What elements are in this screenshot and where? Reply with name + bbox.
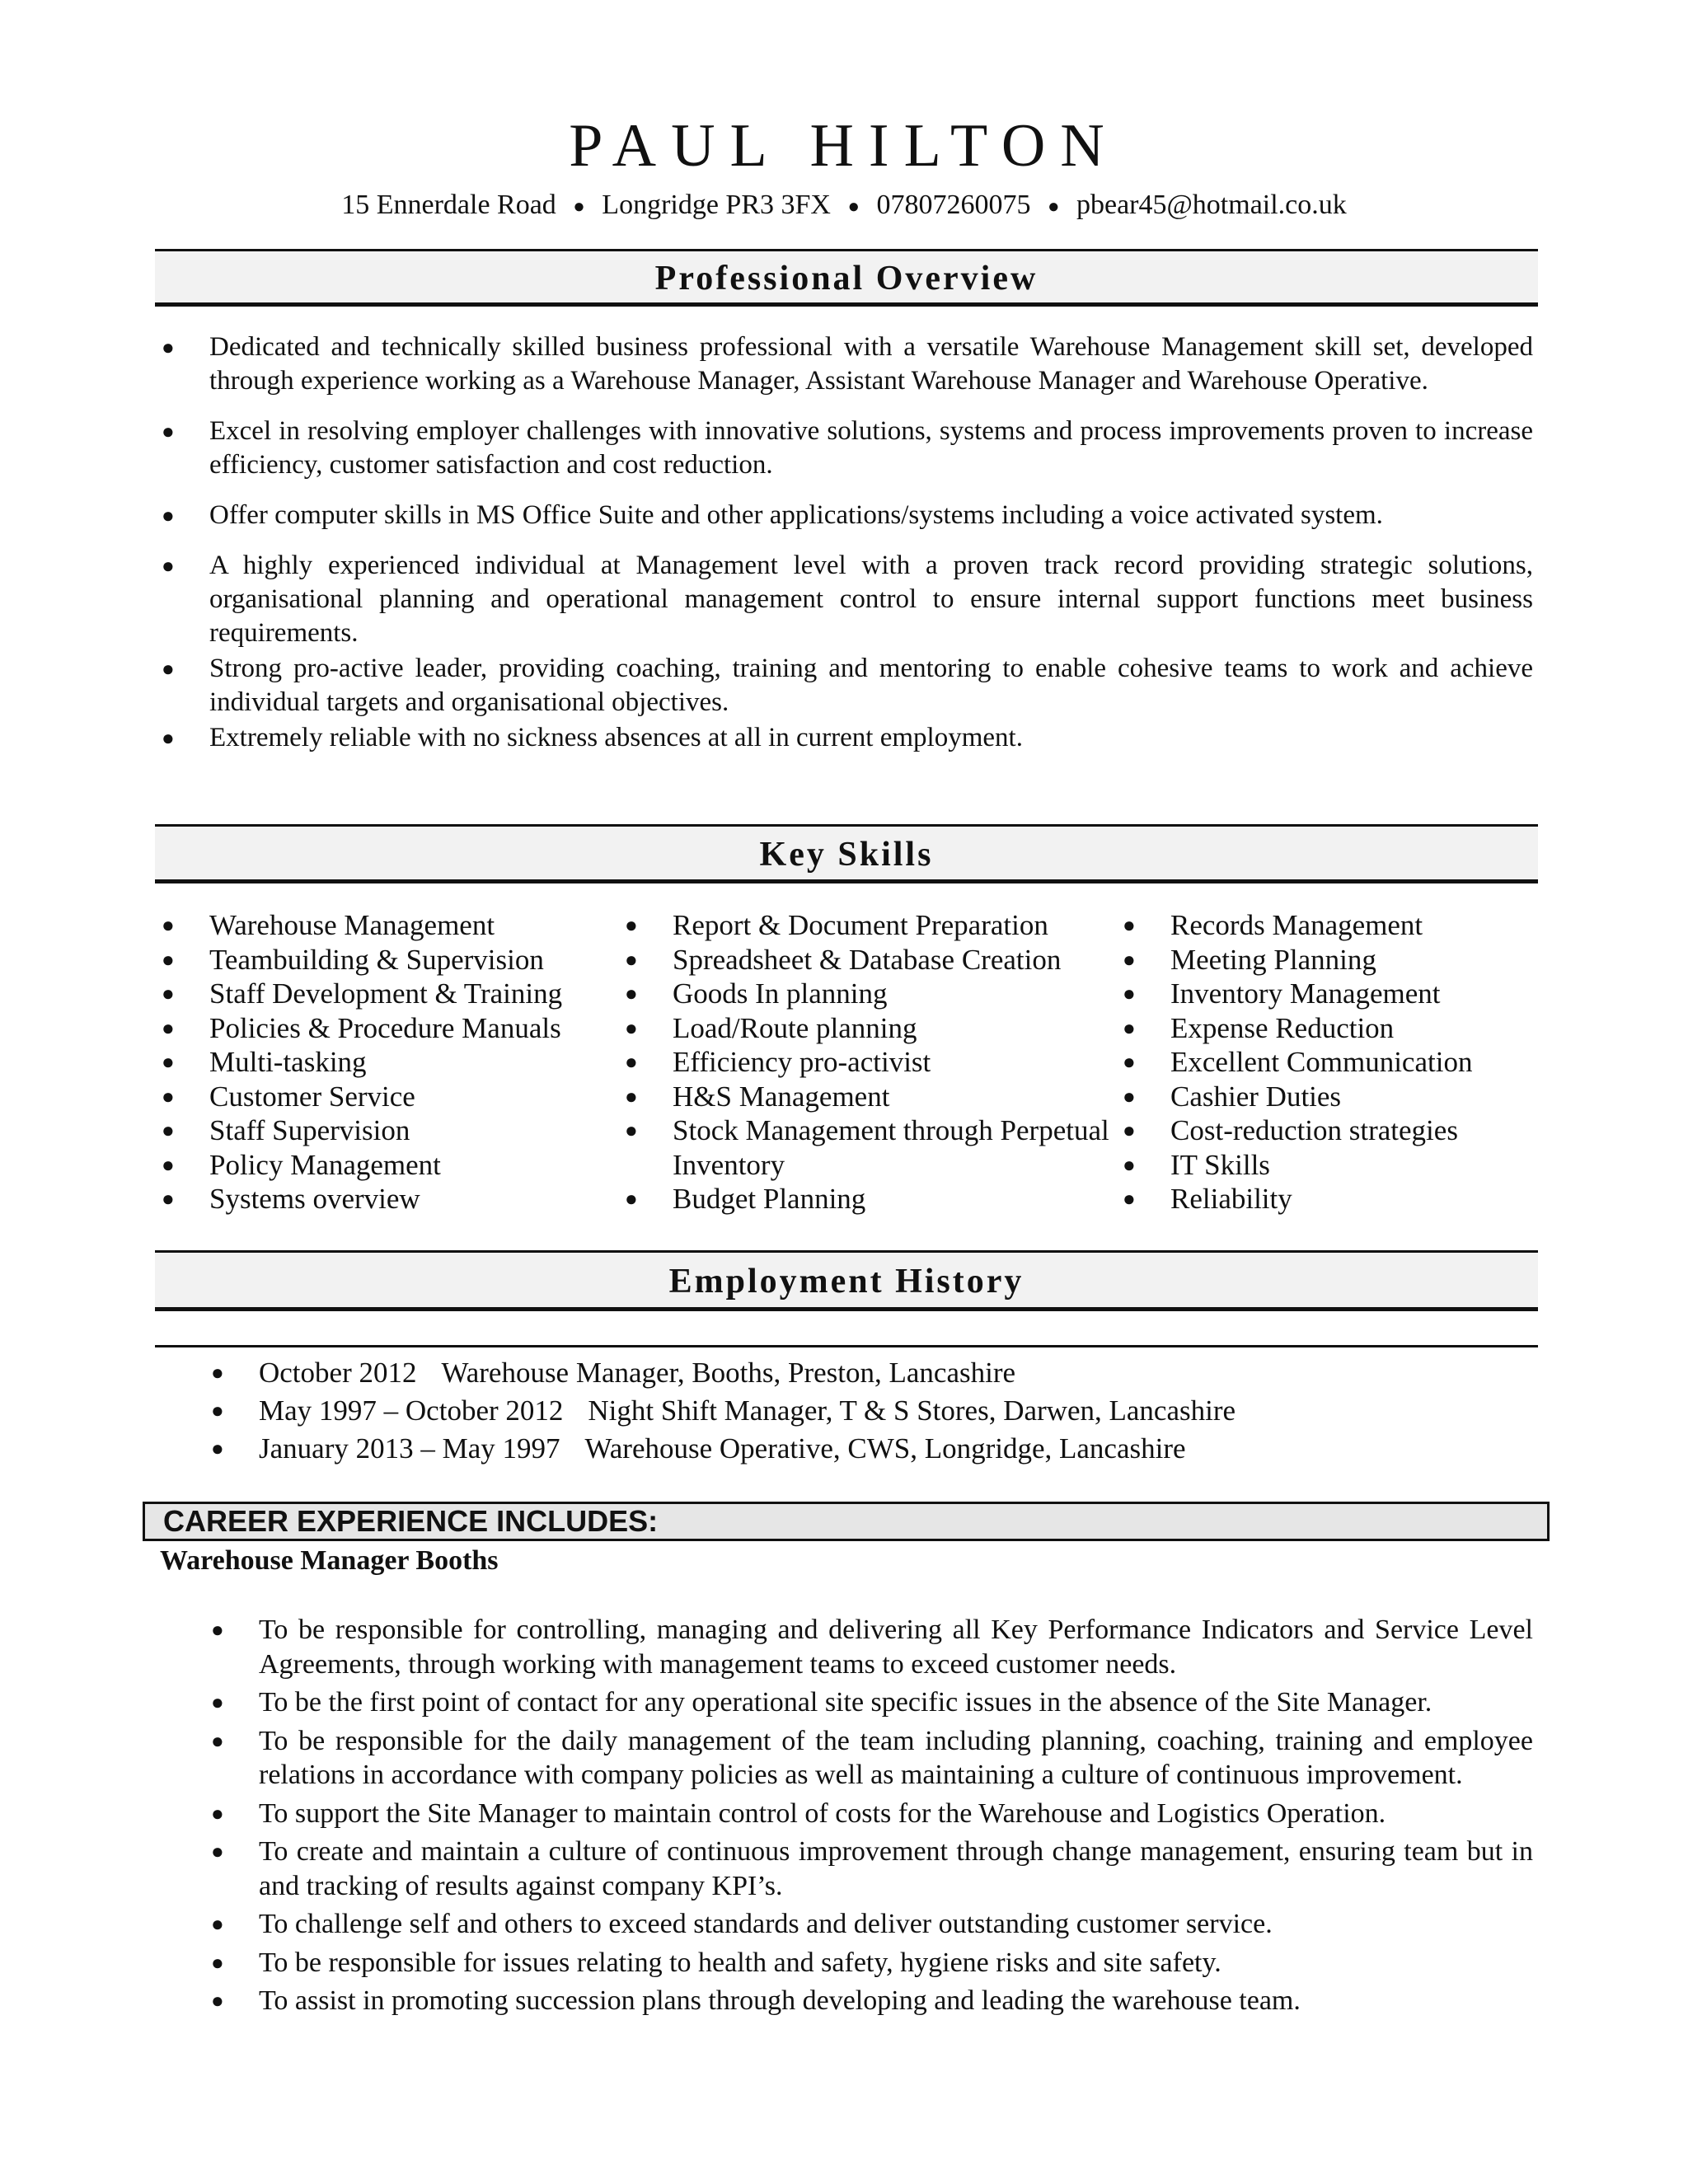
employment-period: January 2013 – May 1997 [259, 1432, 560, 1465]
bullet-icon: ● [625, 913, 638, 937]
bullet-icon: ● [211, 1840, 224, 1863]
address: 15 Ennerdale Road [341, 190, 556, 220]
overview-item: ● Excel in resolving employer challenges with innovative solutions, systems and process improvements proven to increase efficiency, customer satisfaction and cost reduction. [162, 416, 1533, 480]
bullet-icon: ● [162, 419, 175, 443]
skill-item: ● Cashier Duties [1123, 1080, 1342, 1113]
duty-item: ● To be the first point of contact for any operational site specific issues in the absence of the Site Manager. [259, 1685, 1533, 1720]
bullet-icon: ● [162, 504, 175, 527]
bullet-icon: ● [211, 1618, 224, 1642]
bullet-icon: ● [162, 1050, 175, 1074]
bullet-icon: ● [162, 1187, 175, 1211]
bullet-icon: ● [1123, 1187, 1136, 1211]
overview-item: ● Strong pro-active leader, providing coaching, training and mentoring to enable cohesive teams to work and achieve individual targets and organisational objectives. [162, 654, 1533, 717]
bullet-icon: ● [211, 1399, 224, 1422]
skills-column [1123, 908, 1533, 1216]
duty-item: ● To be responsible for controlling, managing and delivering all Key Performance Indicators and Service Level Agreements, through working with management teams to exceed customer needs. [211, 1615, 1533, 1680]
divider [155, 1345, 1538, 1347]
skill-item: ● H&S Management [625, 1080, 890, 1113]
skill-item: ● Goods In planning [625, 977, 888, 1010]
bullet-icon: ● [162, 1118, 175, 1142]
skill-item: ● Report & Document Preparation [625, 909, 1048, 941]
career-role-title: Warehouse Manager Booths [160, 1545, 499, 1576]
skill-item: ● Reliability [1123, 1183, 1292, 1215]
duties-list [211, 1613, 1533, 2022]
skill-item: ● Inventory Management [1123, 977, 1441, 1010]
skill-item: ● Spreadsheet & Database Creation [625, 943, 1062, 976]
bullet-icon: ● [1123, 1015, 1136, 1040]
duty-item: ● To assist in promoting succession plans through developing and leading the warehouse team. [259, 1984, 1533, 2018]
skill-item: ● Meeting Planning [1123, 943, 1376, 976]
bullet-icon: ● [1123, 1084, 1136, 1108]
skills-column [162, 908, 638, 1216]
section-heading-overview: Professional Overview [155, 249, 1538, 307]
skill-item: ● Systems overview [162, 1183, 420, 1215]
skill-item: ● Staff Supervision [162, 1114, 410, 1146]
bullet-icon: ● [1123, 1050, 1136, 1074]
employment-item [211, 1392, 1528, 1430]
phone-number: 07807260075 [876, 190, 1031, 220]
employment-role: Warehouse Manager, Booths, Preston, Lancashire [441, 1357, 1016, 1389]
contact-line [0, 189, 1688, 223]
bullet-icon: ● [625, 1015, 638, 1040]
employment-period: May 1997 – October 2012 [259, 1394, 564, 1427]
bullet-icon: ● [162, 913, 175, 937]
bullet-icon: ● [162, 982, 175, 1005]
section-heading-employment: Employment History [155, 1250, 1538, 1311]
career-experience-heading: CAREER EXPERIENCE INCLUDES: [143, 1502, 1550, 1541]
bullet-icon: ● [162, 657, 175, 681]
bullet-icon: ● [211, 1912, 224, 1936]
bullet-icon: ● [162, 947, 175, 972]
skill-item: ● Multi-tasking [162, 1046, 367, 1078]
bullet-icon: ● [162, 1152, 175, 1177]
bullet-icon: ● [1123, 982, 1136, 1005]
skill-item: ● Policies & Procedure Manuals [162, 1011, 561, 1044]
candidate-name: PAUL HILTON [569, 112, 1119, 180]
bullet-icon: ● [162, 726, 175, 750]
skill-item: ● Load/Route planning [625, 1011, 917, 1044]
bullet-separator: ● [1047, 195, 1060, 218]
skill-item: ● Stock Management through Perpetual Inventory [625, 1114, 1109, 1181]
bullet-separator: ● [573, 195, 585, 218]
bullet-icon: ● [211, 1801, 224, 1825]
employment-list [211, 1354, 1528, 1468]
skill-item: ● Efficiency pro-activist [625, 1046, 931, 1078]
bullet-icon: ● [625, 982, 638, 1005]
bullet-icon: ● [625, 1118, 638, 1142]
skill-item: ● Teambuilding & Supervision [162, 943, 544, 976]
skill-item: ● Warehouse Management [162, 909, 495, 941]
skills-column [625, 908, 1134, 1216]
bullet-icon: ● [162, 554, 175, 578]
skill-item: ● Expense Reduction [1123, 1011, 1395, 1044]
employment-item [211, 1430, 1528, 1468]
bullet-icon: ● [1123, 947, 1136, 972]
employment-role: Night Shift Manager, T & S Stores, Darwen, Lancashire [588, 1394, 1236, 1427]
overview-item: ● Offer computer skills in MS Office Suite and other applications/systems including a voice activated system. [209, 499, 1533, 532]
duty-item: ● To be responsible for the daily management of the team including planning, coaching, training and employee relations in accordance with company policies as well as maintaining a culture of continuous improvement. [211, 1725, 1533, 1790]
bullet-icon: ● [211, 1728, 224, 1753]
skill-item: ● Cost-reduction strategies [1123, 1114, 1458, 1146]
bullet-icon: ● [211, 1690, 224, 1714]
bullet-icon: ● [625, 947, 638, 972]
duty-item: ● To challenge self and others to exceed standards and deliver outstanding customer service. [259, 1907, 1533, 1942]
bullet-separator: ● [847, 195, 860, 218]
bullet-icon: ● [162, 1015, 175, 1040]
skill-item: ● Staff Development & Training [162, 977, 563, 1010]
duty-item: ● To create and maintain a culture of continuous improvement through change management, ensuring team but in and tracking of results against company KPI’s. [211, 1836, 1533, 1901]
town-postcode: Longridge PR3 3FX [602, 190, 831, 220]
employment-role: Warehouse Operative, CWS, Longridge, Lancashire [584, 1432, 1186, 1465]
employment-item [211, 1354, 1528, 1392]
bullet-icon: ● [211, 1950, 224, 1975]
email-address: pbear45@hotmail.co.uk [1076, 190, 1347, 220]
skill-item: ● Records Management [1123, 909, 1423, 941]
bullet-icon: ● [625, 1187, 638, 1211]
skill-item: ● Customer Service [162, 1080, 415, 1113]
bullet-icon: ● [162, 335, 175, 359]
overview-item: ● A highly experienced individual at Management level with a proven track record providing strategic solutions, organisational planning and operational management control to ensure internal support functions meet business requirements. [162, 551, 1533, 648]
bullet-icon: ● [211, 1436, 224, 1460]
bullet-icon: ● [1123, 1152, 1136, 1177]
employment-period: October 2012 [259, 1357, 417, 1389]
bullet-icon: ● [1123, 913, 1136, 937]
skill-item: ● IT Skills [1123, 1148, 1270, 1181]
skill-item: ● Policy Management [162, 1148, 441, 1181]
overview-item: ● Dedicated and technically skilled business professional with a versatile Warehouse Management skill set, developed through experience working as a Warehouse Manager, Assistant Warehouse Manager and Warehouse Operative. [162, 332, 1533, 396]
bullet-icon: ● [625, 1084, 638, 1108]
overview-item: ● Extremely reliable with no sickness absences at all in current employment. [209, 721, 1533, 755]
skill-item: ● Budget Planning [625, 1183, 866, 1215]
bullet-icon: ● [211, 1361, 224, 1385]
bullet-icon: ● [1123, 1118, 1136, 1142]
bullet-icon: ● [162, 1084, 175, 1108]
duty-item: ● To be responsible for issues relating to health and safety, hygiene risks and site safety. [259, 1946, 1533, 1980]
section-heading-skills: Key Skills [155, 824, 1538, 883]
skill-item: ● Excellent Communication [1123, 1046, 1473, 1078]
bullet-icon: ● [211, 1989, 224, 2013]
duty-item: ● To support the Site Manager to maintain control of costs for the Warehouse and Logistics Operation. [259, 1797, 1533, 1831]
bullet-icon: ● [625, 1050, 638, 1074]
overview-list [162, 330, 1533, 757]
